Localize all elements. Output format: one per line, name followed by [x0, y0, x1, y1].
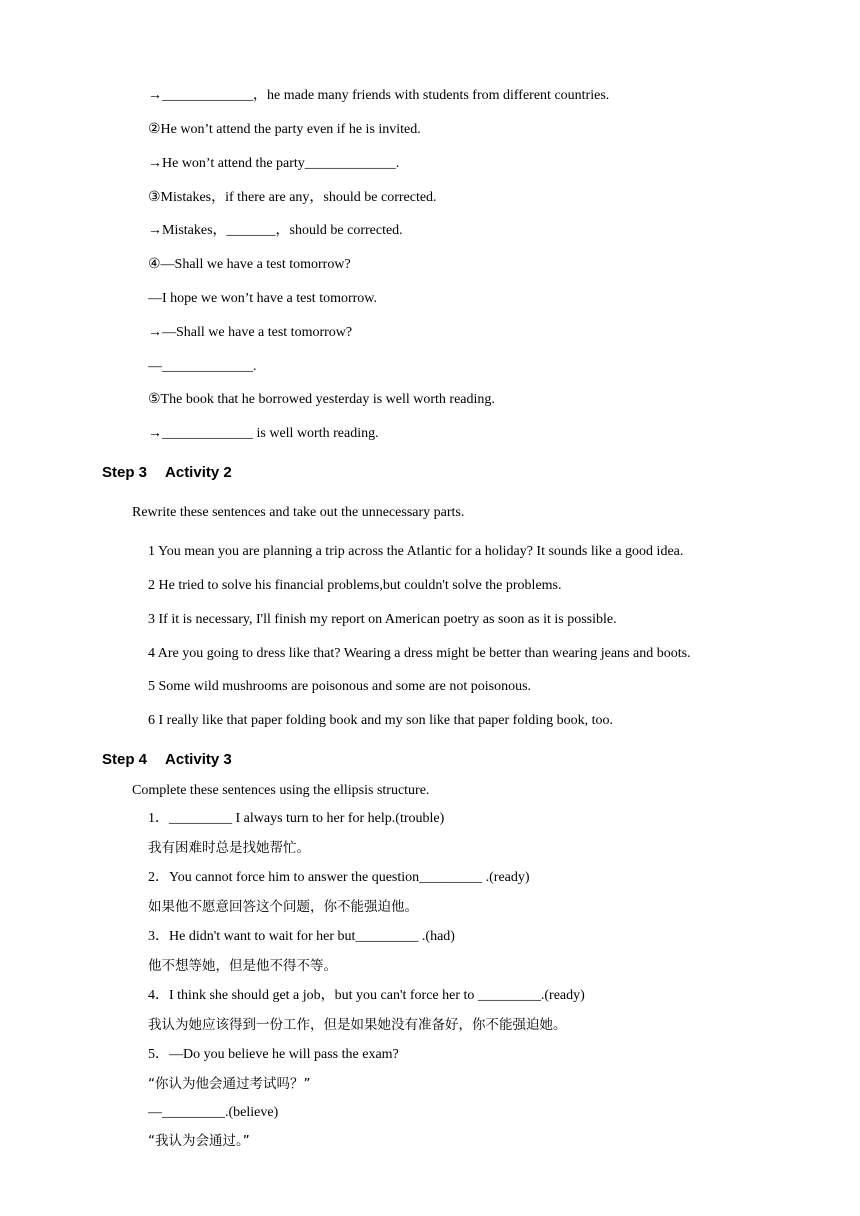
rewrite-line: ②He won’t attend the party even if he is invited. — [148, 122, 421, 137]
exercise-chinese: “我认为会通过。” — [148, 1133, 250, 1149]
rewrite-line: →He won’t attend the party_____________. — [148, 156, 400, 171]
exercise-english: 5．—Do you believe he will pass the exam? — [148, 1047, 399, 1062]
exercise-english: 4．I think she should get a job，but you can't force her to _________.(ready) — [148, 988, 585, 1003]
exercise-english: 3．He didn't want to wait for her but_________ .(had) — [148, 929, 455, 944]
exercise-answer: —_________.(believe) — [148, 1105, 279, 1120]
activity-label: Activity 3 — [165, 751, 232, 768]
rewrite-line: ⑤The book that he borrowed yesterday is well worth reading. — [148, 392, 495, 407]
rewrite-line: —_____________. — [148, 359, 257, 374]
rewrite-line: →Mistakes，_______，should be corrected. — [148, 223, 403, 238]
rewrite-line: ③Mistakes，if there are any，should be corrected. — [148, 190, 437, 205]
step-label: Step 4 — [102, 751, 148, 768]
rewrite-line: —I hope we won’t have a test tomorrow. — [148, 291, 377, 306]
step4-instruction: Complete these sentences using the ellipsis structure. — [132, 783, 430, 798]
exercise-english: 2．You cannot force him to answer the question_________ .(ready) — [148, 870, 530, 885]
exercise-chinese: 我有困难时总是找她帮忙。 — [148, 840, 310, 856]
rewrite-line: →_____________，he made many friends with students from different countries. — [148, 88, 610, 103]
exercise-chinese: 我认为她应该得到一份工作，但是如果她没有准备好，你不能强迫她。 — [148, 1017, 567, 1033]
exercise-chinese: 他不想等她，但是他不得不等。 — [148, 958, 337, 974]
sentence-item: 5 Some wild mushrooms are poisonous and some are not poisonous. — [148, 679, 532, 694]
exercise-chinese: “你认为他会通过考试吗？” — [148, 1076, 311, 1092]
sentence-item: 1 You mean you are planning a trip across the Atlantic for a holiday? It sounds like a good idea. — [148, 544, 684, 559]
step4-heading — [102, 751, 232, 769]
exercise-chinese: 如果他不愿意回答这个问题，你不能强迫他。 — [148, 899, 418, 915]
rewrite-line: →_____________ is well worth reading. — [148, 426, 379, 441]
sentence-item: 3 If it is necessary, I'll finish my report on American poetry as soon as it is possible. — [148, 612, 617, 627]
step3-heading — [102, 464, 232, 482]
step-label: Step 3 — [102, 464, 148, 481]
step3-instruction: Rewrite these sentences and take out the unnecessary parts. — [132, 505, 465, 520]
rewrite-line: →—Shall we have a test tomorrow? — [148, 325, 353, 340]
exercise-english: 1．_________ I always turn to her for help.(trouble) — [148, 811, 445, 826]
activity-label: Activity 2 — [165, 464, 232, 481]
rewrite-line: ④—Shall we have a test tomorrow? — [148, 257, 351, 272]
sentence-item: 6 I really like that paper folding book and my son like that paper folding book, too. — [148, 713, 614, 728]
sentence-item: 2 He tried to solve his financial problems,but couldn't solve the problems. — [148, 578, 562, 593]
sentence-item: 4 Are you going to dress like that? Wearing a dress might be better than wearing jeans and boots. — [148, 646, 691, 661]
